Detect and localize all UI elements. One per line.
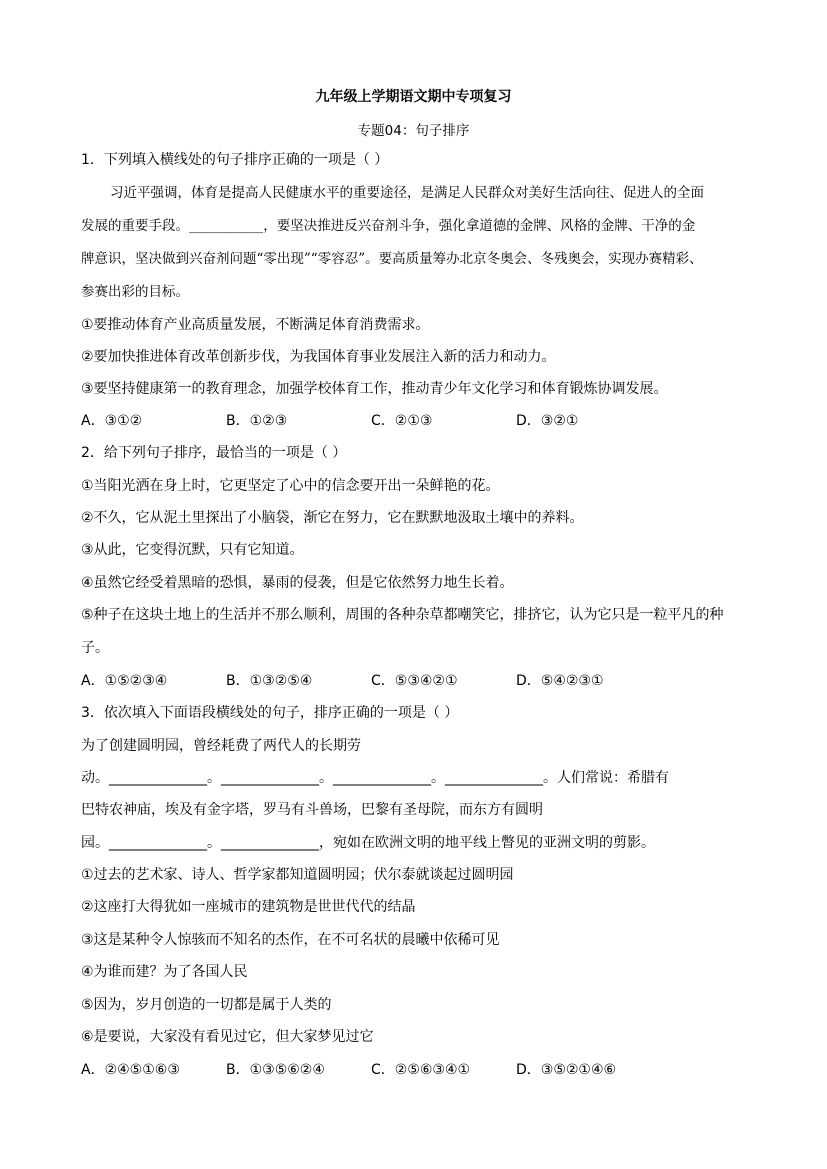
document-subtitle: 专题04：句子排序 <box>357 123 470 139</box>
q2-item: 子。 <box>81 640 109 656</box>
q3-options <box>81 1060 616 1080</box>
q1-option-a[interactable]: A．③①② <box>81 413 143 429</box>
q3-passage-line: 巴特农神庙，埃及有金字塔，罗马有斗兽场，巴黎有圣母院，而东方有圆明 <box>81 802 543 818</box>
q2-stem: 2．给下列句子排序，最恰当的一项是（ ） <box>81 445 347 461</box>
q3-passage-line: 动。______________。______________。______________。______________。人们常说：希腊有 <box>81 770 669 786</box>
q2-option-a[interactable]: A．①⑤②③④ <box>81 673 168 689</box>
q1-passage-line: 习近平强调，体育是提高人民健康水平的重要途径，是满足人民群众对美好生活向往、促进人的全面 <box>110 185 704 201</box>
q1-stem: 1．下列填入横线处的句子排序正确的一项是（ ） <box>81 152 389 168</box>
q3-option-d[interactable]: D．③⑤②①④⑥ <box>516 1062 617 1078</box>
q2-option-b[interactable]: B．①③②⑤④ <box>226 673 313 689</box>
q1-option-c[interactable]: C．②①③ <box>371 413 433 429</box>
q3-item: ①过去的艺术家、诗人、哲学家都知道圆明园；伏尔泰就谈起过圆明园 <box>81 867 514 883</box>
q3-passage-line: 园。______________。______________，宛如在欧洲文明的地平线上瞥见的亚洲文明的剪影。 <box>81 835 655 851</box>
document-title: 九年级上学期语文期中专项复习 <box>315 89 512 105</box>
q1-passage-line: 牌意识，坚决做到兴奋剂问题“零出现”“零容忍”。要高质量筹办北京冬奥会、冬残奥会，实现办赛精彩、 <box>81 251 703 267</box>
q1-passage-line: 参赛出彩的目标。 <box>81 284 189 300</box>
q2-options <box>81 671 604 691</box>
q2-item: ③从此，它变得沉默，只有它知道。 <box>81 542 304 558</box>
q3-stem: 3．依次填入下面语段横线处的句子，排序正确的一项是（ ） <box>81 705 459 721</box>
q1-passage-line: 发展的重要手段。___________，要坚决推进反兴奋剂斗争，强化拿道德的金牌、风格的金牌、干净的金 <box>81 218 696 234</box>
q1-option-d[interactable]: D．③②① <box>516 413 579 429</box>
q2-option-d[interactable]: D．⑤④②③① <box>516 673 604 689</box>
q1-option-b[interactable]: B．①②③ <box>226 413 288 429</box>
q3-item: ⑥是要说，大家没有看见过它，但大家梦见过它 <box>81 1029 374 1045</box>
q3-item: ③这是某种令人惊骇而不知名的杰作，在不可名状的晨曦中依稀可见 <box>81 932 500 948</box>
q2-item: ④虽然它经受着黑暗的恐惧，暴雨的侵袭，但是它依然努力地生长着。 <box>81 575 514 591</box>
q2-item: ①当阳光洒在身上时，它更坚定了心中的信念要开出一朵鲜艳的花。 <box>81 478 500 494</box>
q3-passage-line: 为了创建圆明园，曾经耗费了两代人的长期劳 <box>81 738 361 754</box>
q3-option-b[interactable]: B．①③⑤⑥②④ <box>226 1062 325 1078</box>
q3-item: ⑤因为，岁月创造的一切都是属于人类的 <box>81 997 332 1013</box>
q1-options <box>81 411 578 431</box>
q2-item: ②不久，它从泥土里探出了小脑袋，渐它在努力，它在默默地汲取土壤中的养料。 <box>81 510 584 526</box>
q1-item: ②要加快推进体育改革创新步伐，为我国体育事业发展注入新的活力和动力。 <box>81 349 556 365</box>
q3-option-c[interactable]: C．②⑤⑥③④① <box>371 1062 471 1078</box>
q3-item: ②这座打大得犹如一座城市的建筑物是世世代代的结晶 <box>81 899 416 915</box>
q1-item: ③要坚持健康第一的教育理念，加强学校体育工作，推动青少年文化学习和体育锻炼协调发展。 <box>81 381 668 397</box>
q3-option-a[interactable]: A．②④⑤①⑥③ <box>81 1062 180 1078</box>
q2-item: ⑤种子在这块土地上的生活并不那么顺利，周围的各种杂草都嘲笑它，排挤它，认为它只是一粒平凡的种 <box>81 607 724 623</box>
q2-option-c[interactable]: C．⑤③④②① <box>371 673 458 689</box>
q1-item: ①要推动体育产业高质量发展，不断满足体育消费需求。 <box>81 317 430 333</box>
q3-item: ④为谁而建？为了各国人民 <box>81 964 248 980</box>
